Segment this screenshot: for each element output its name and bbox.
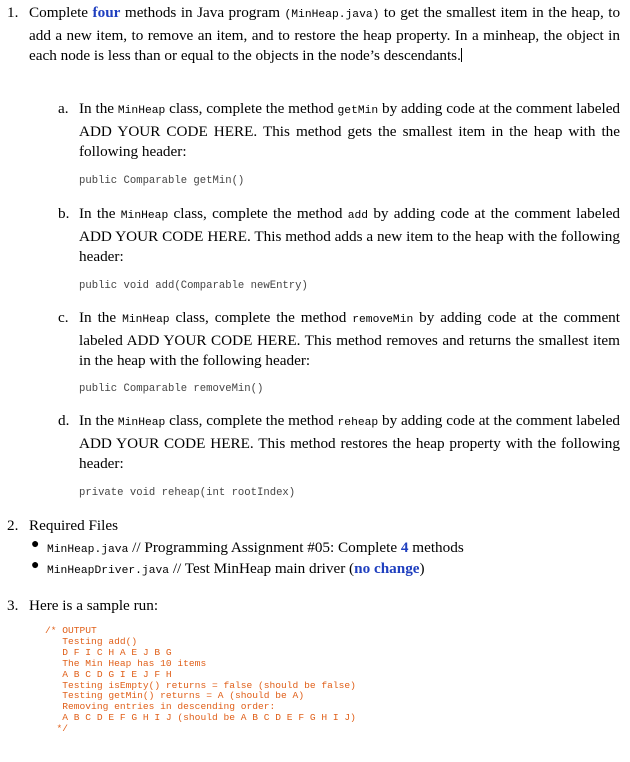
output-line: Testing isEmpty() returns = false (should be false) (45, 679, 356, 691)
output-line: Testing add() (45, 635, 138, 647)
file-name: MinHeapDriver.java (47, 565, 170, 577)
q1-item-a-text: In the MinHeap class, complete the method getMin by adding code at the comment labeled ADD YOUR CODE HERE. This method gets the smallest item in the heap with the following header: (79, 100, 621, 160)
q1-highlight: four (92, 4, 121, 21)
q1-item-a-letter: a. (58, 100, 69, 117)
text-cursor (461, 48, 462, 62)
q1-item-c-text: In the MinHeap class, complete the method removeMin by adding code at the comment labeled ADD YOUR CODE HERE. This method removes and returns the smallest item in the heap with the following header: (79, 309, 620, 369)
q1-item-b-text: In the MinHeap class, complete the method add by adding code at the comment labeled ADD YOUR CODE HERE. This method adds a new item to the heap with the following header: (79, 205, 621, 265)
q3-number: 3. (7, 597, 19, 614)
output-line: Removing entries in descending order: (45, 701, 276, 713)
q1-item-c-letter: c. (58, 309, 69, 326)
bullet-icon: ● (31, 558, 40, 573)
output-line: D F I C H A E J B G (45, 646, 172, 658)
output-line: */ (45, 723, 69, 735)
output-line: /* OUTPUT (45, 625, 97, 636)
q1-item-a-header: public Comparable getMin() (79, 175, 245, 187)
q1-item-b-header: public void add(Comparable newEntry) (79, 280, 308, 292)
output-line: A B C D E F G H I J (should be A B C D E F G H I J) (45, 712, 356, 724)
q1-item-d-header: private void reheap(int rootIndex) (79, 487, 296, 499)
q1-file: (MinHeap.java) (284, 9, 380, 21)
q1-intro: Complete four methods in Java program (MinHeap.java) to get the smallest item in the heap, to add a new item, to remove an item, and to restore the heap property. In a minheap, the object in each node is less than or equal to the objects in the node’s descendants. (29, 4, 621, 64)
q2-number: 2. (7, 517, 19, 534)
q2-file-1: MinHeap.java // Programming Assignment #05: Complete 4 methods (47, 539, 464, 556)
output-line: The Min Heap has 10 items (45, 657, 207, 669)
file-name: MinHeap.java (47, 544, 129, 556)
bullet-icon: ● (31, 537, 40, 552)
q2-file-2: MinHeapDriver.java // Test MinHeap main driver (no change) (47, 560, 425, 577)
q1-item-c-header: public Comparable removeMin() (79, 383, 264, 395)
q3-title: Here is a sample run: (29, 597, 159, 614)
q1-item-d-text: In the MinHeap class, complete the method reheap by adding code at the comment labeled ADD YOUR CODE HERE. This method restores the heap property with the following header: (79, 412, 621, 472)
q2-title: Required Files (29, 517, 119, 534)
q1-item-b-letter: b. (58, 205, 70, 222)
q1-number: 1. (7, 4, 19, 21)
output-line: Testing getMin() returns = A (should be A) (45, 690, 305, 702)
output-line: A B C D G I E J F H (45, 668, 172, 680)
q1-item-d-letter: d. (58, 412, 70, 429)
